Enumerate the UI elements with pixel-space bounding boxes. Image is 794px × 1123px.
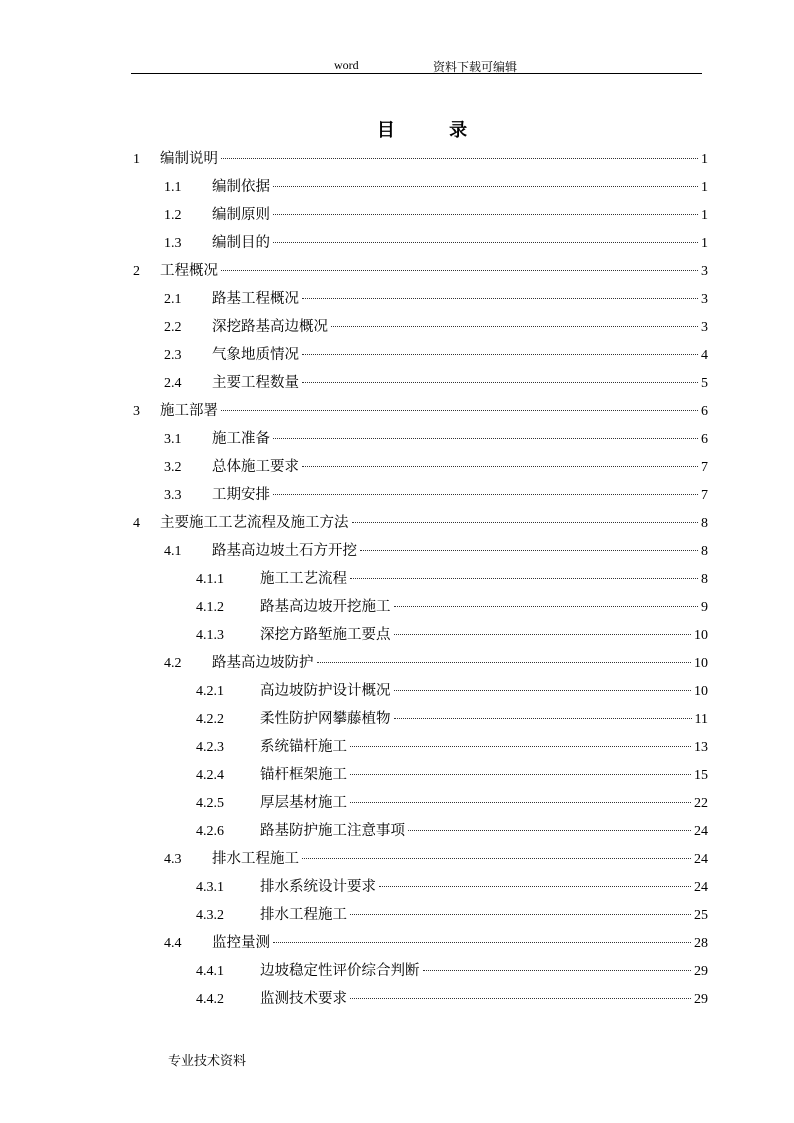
toc-page-number: 8 (701, 572, 708, 587)
toc-entry[interactable] (0, 173, 794, 201)
header-rule (131, 73, 702, 74)
toc-entry[interactable] (0, 341, 794, 369)
toc-entry[interactable] (0, 397, 794, 425)
toc-entry-number: 4.3.1 (196, 880, 224, 895)
toc-page-number: 10 (694, 656, 708, 671)
toc-entry-title[interactable]: 路基防护施工注意事项 (260, 823, 405, 839)
toc-entry-title[interactable]: 工程概况 (160, 263, 218, 279)
toc-entry-title[interactable]: 排水工程施工 (212, 851, 299, 867)
toc-page-number: 10 (694, 684, 708, 699)
toc-entry-title[interactable]: 厚层基材施工 (260, 795, 347, 811)
toc-entry-body (212, 481, 708, 510)
toc-dot-leader (273, 942, 691, 943)
toc-entry-number: 4.3 (164, 852, 182, 867)
toc-page-number: 9 (701, 600, 708, 615)
toc-dot-leader (221, 270, 698, 271)
toc-entry-body (260, 705, 708, 734)
toc-dot-leader (302, 382, 698, 383)
toc-page-number: 24 (694, 880, 708, 895)
toc-entry-body (212, 845, 708, 874)
toc-page-number: 4 (701, 348, 708, 363)
toc-entry[interactable] (0, 369, 794, 397)
toc-page-number: 6 (701, 432, 708, 447)
toc-page-number: 13 (694, 740, 708, 755)
toc-entry-body (212, 369, 708, 398)
toc-entry-body (260, 901, 708, 930)
toc-entry[interactable] (0, 565, 794, 593)
header-left-text: word (334, 58, 359, 72)
toc-page-number: 8 (701, 516, 708, 531)
toc-entry-body (212, 929, 708, 958)
toc-entry[interactable] (0, 509, 794, 537)
toc-entry-title[interactable]: 施工准备 (212, 431, 270, 447)
toc-entry[interactable] (0, 677, 794, 705)
toc-entry[interactable] (0, 957, 794, 985)
toc-entry-title[interactable]: 边坡稳定性评价综合判断 (260, 963, 420, 979)
toc-page-number: 1 (701, 236, 708, 251)
toc-title: 目 录 (376, 120, 492, 141)
toc-entry-number: 4 (133, 516, 140, 531)
toc-entry[interactable] (0, 453, 794, 481)
toc-entry[interactable] (0, 733, 794, 761)
toc-entry[interactable] (0, 229, 794, 257)
toc-dot-leader (423, 970, 692, 971)
toc-page-number: 5 (701, 376, 708, 391)
toc-entry-title[interactable]: 排水系统设计要求 (260, 879, 376, 895)
toc-entry-number: 4.1.3 (196, 628, 224, 643)
toc-entry-body (260, 957, 708, 986)
toc-page-number: 3 (701, 264, 708, 279)
toc-dot-leader (350, 914, 691, 915)
toc-dot-leader (331, 326, 698, 327)
toc-dot-leader (350, 774, 691, 775)
toc-page-number: 1 (701, 152, 708, 167)
toc-page-number: 11 (694, 712, 708, 727)
toc-entry-body (212, 425, 708, 454)
toc-entry-body (160, 145, 708, 174)
toc-dot-leader (352, 522, 699, 523)
toc-dot-leader (273, 186, 698, 187)
toc-entry-body (212, 173, 708, 202)
toc-dot-leader (379, 886, 691, 887)
toc-entry[interactable] (0, 901, 794, 929)
toc-dot-leader (360, 550, 698, 551)
toc-page-number: 7 (701, 460, 708, 475)
toc-entry-number: 4.2 (164, 656, 182, 671)
toc-entry-title[interactable]: 总体施工要求 (212, 459, 299, 475)
toc-entry-title[interactable]: 工期安排 (212, 487, 270, 503)
toc-dot-leader (221, 158, 698, 159)
toc-entry-number: 4.4 (164, 936, 182, 951)
toc-entry-number: 3 (133, 404, 140, 419)
toc-entry-body (260, 677, 708, 706)
toc-entry-title[interactable]: 系统锚杆施工 (260, 739, 347, 755)
toc-dot-leader (317, 662, 692, 663)
toc-entry[interactable] (0, 621, 794, 649)
toc-entry-body (212, 341, 708, 370)
toc-entry[interactable] (0, 425, 794, 453)
toc-page-number: 15 (694, 768, 708, 783)
toc-entry[interactable] (0, 285, 794, 313)
toc-entry-title[interactable]: 柔性防护网攀藤植物 (260, 711, 391, 727)
toc-entry-body (212, 229, 708, 258)
toc-entry[interactable] (0, 873, 794, 901)
toc-page-number: 1 (701, 208, 708, 223)
toc-dot-leader (273, 214, 698, 215)
toc-dot-leader (394, 634, 692, 635)
toc-entry-body (260, 873, 708, 902)
toc-entry-title[interactable]: 施工部署 (160, 403, 218, 419)
toc-entry-title[interactable]: 路基高边坡开挖施工 (260, 599, 391, 615)
toc-entry[interactable] (0, 257, 794, 285)
toc-entry[interactable] (0, 537, 794, 565)
page-footer: 专业技术资料 (168, 1054, 247, 1069)
toc-entry-number: 1.2 (164, 208, 182, 223)
toc-dot-leader (302, 466, 698, 467)
toc-entry-number: 4.4.2 (196, 992, 224, 1007)
toc-entry-body (260, 761, 708, 790)
toc-entry-title[interactable]: 气象地质情况 (212, 347, 299, 363)
toc-entry[interactable] (0, 705, 794, 733)
toc-entry-title[interactable]: 主要工程数量 (212, 375, 299, 391)
toc-entry-number: 1.1 (164, 180, 182, 195)
toc-entry[interactable] (0, 845, 794, 873)
toc-dot-leader (221, 410, 698, 411)
toc-entry-title[interactable]: 锚杆框架施工 (260, 767, 347, 783)
toc-entry-number: 4.2.3 (196, 740, 224, 755)
toc-entry-number: 2.4 (164, 376, 182, 391)
toc-entry[interactable] (0, 313, 794, 341)
toc-entry-title[interactable]: 深挖方路堑施工要点 (260, 627, 391, 643)
toc-entry-title[interactable]: 路基高边坡防护 (212, 655, 314, 671)
toc-entry-number: 2.1 (164, 292, 182, 307)
toc-entry-body (212, 201, 708, 230)
toc-entry-number: 4.1 (164, 544, 182, 559)
toc-page-number: 24 (694, 852, 708, 867)
toc-entry[interactable] (0, 201, 794, 229)
toc-page-number: 3 (701, 292, 708, 307)
toc-entry-number: 1.3 (164, 236, 182, 251)
toc-entry[interactable] (0, 817, 794, 845)
toc-entry-title[interactable]: 主要施工工艺流程及施工方法 (160, 515, 349, 531)
toc-dot-leader (350, 578, 698, 579)
toc-entry-body (212, 453, 708, 482)
toc-entry[interactable] (0, 145, 794, 173)
toc-entry-title[interactable]: 编制目的 (212, 235, 270, 251)
toc-dot-leader (302, 858, 691, 859)
toc-dot-leader (273, 242, 698, 243)
toc-entry-number: 2.2 (164, 320, 182, 335)
toc-page-number: 28 (694, 936, 708, 951)
toc-entry-number: 4.2.2 (196, 712, 224, 727)
toc-dot-leader (394, 606, 699, 607)
toc-page-number: 8 (701, 544, 708, 559)
toc-dot-leader (408, 830, 691, 831)
toc-entry-title[interactable]: 路基工程概况 (212, 291, 299, 307)
toc-dot-leader (394, 718, 692, 719)
toc-entry-body (260, 621, 708, 650)
header-right-text: 资料下载可编辑 (433, 60, 518, 74)
toc-entry-title[interactable]: 路基高边坡土石方开挖 (212, 543, 357, 559)
toc-entry[interactable] (0, 481, 794, 509)
toc-entry-number: 4.1.2 (196, 600, 224, 615)
toc-entry-title[interactable]: 编制原则 (212, 207, 270, 223)
toc-page-number: 6 (701, 404, 708, 419)
toc-page-number: 24 (694, 824, 708, 839)
toc-entry-body (260, 985, 708, 1014)
toc-dot-leader (273, 438, 698, 439)
toc-entry-body (212, 285, 708, 314)
toc-entry-title[interactable]: 编制依据 (212, 179, 270, 195)
toc-entry-body (260, 733, 708, 762)
toc-entry[interactable] (0, 929, 794, 957)
toc-entry-number: 2 (133, 264, 140, 279)
toc-list (0, 145, 794, 1013)
toc-entry[interactable] (0, 649, 794, 677)
toc-entry-body (160, 509, 708, 538)
toc-dot-leader (350, 746, 691, 747)
toc-entry-number: 3.2 (164, 460, 182, 475)
toc-entry-number: 4.4.1 (196, 964, 224, 979)
toc-dot-leader (350, 998, 691, 999)
toc-entry-number: 4.1.1 (196, 572, 224, 587)
toc-entry[interactable] (0, 985, 794, 1013)
toc-entry-number: 3.1 (164, 432, 182, 447)
toc-entry-number: 3.3 (164, 488, 182, 503)
toc-entry-number: 1 (133, 152, 140, 167)
toc-entry-body (260, 565, 708, 594)
toc-entry[interactable] (0, 593, 794, 621)
toc-entry-body (260, 817, 708, 846)
toc-entry-body (260, 789, 708, 818)
toc-dot-leader (394, 690, 692, 691)
toc-page-number: 1 (701, 180, 708, 195)
toc-entry-body (160, 397, 708, 426)
toc-page-number: 10 (694, 628, 708, 643)
toc-dot-leader (302, 354, 698, 355)
toc-entry[interactable] (0, 789, 794, 817)
toc-entry-title[interactable]: 编制说明 (160, 151, 218, 167)
toc-entry-number: 4.2.4 (196, 768, 224, 783)
toc-entry-body (212, 313, 708, 342)
toc-page-number: 25 (694, 908, 708, 923)
toc-entry-number: 4.2.1 (196, 684, 224, 699)
toc-entry-number: 2.3 (164, 348, 182, 363)
toc-entry-title[interactable]: 排水工程施工 (260, 907, 347, 923)
toc-entry-body (160, 257, 708, 286)
toc-entry-title[interactable]: 深挖路基高边概况 (212, 319, 328, 335)
toc-entry-title[interactable]: 监控量测 (212, 935, 270, 951)
toc-entry-number: 4.2.6 (196, 824, 224, 839)
toc-page-number: 29 (694, 964, 708, 979)
toc-entry-title[interactable]: 监测技术要求 (260, 991, 347, 1007)
toc-page-number: 22 (694, 796, 708, 811)
toc-dot-leader (350, 802, 691, 803)
toc-entry-body (260, 593, 708, 622)
toc-entry-body (212, 537, 708, 566)
toc-page-number: 7 (701, 488, 708, 503)
toc-entry-number: 4.2.5 (196, 796, 224, 811)
toc-entry-title[interactable]: 高边坡防护设计概况 (260, 683, 391, 699)
toc-dot-leader (273, 494, 698, 495)
toc-dot-leader (302, 298, 698, 299)
toc-entry-body (212, 649, 708, 678)
toc-page-number: 29 (694, 992, 708, 1007)
toc-page-number: 3 (701, 320, 708, 335)
toc-entry-title[interactable]: 施工工艺流程 (260, 571, 347, 587)
toc-entry-number: 4.3.2 (196, 908, 224, 923)
toc-entry[interactable] (0, 761, 794, 789)
